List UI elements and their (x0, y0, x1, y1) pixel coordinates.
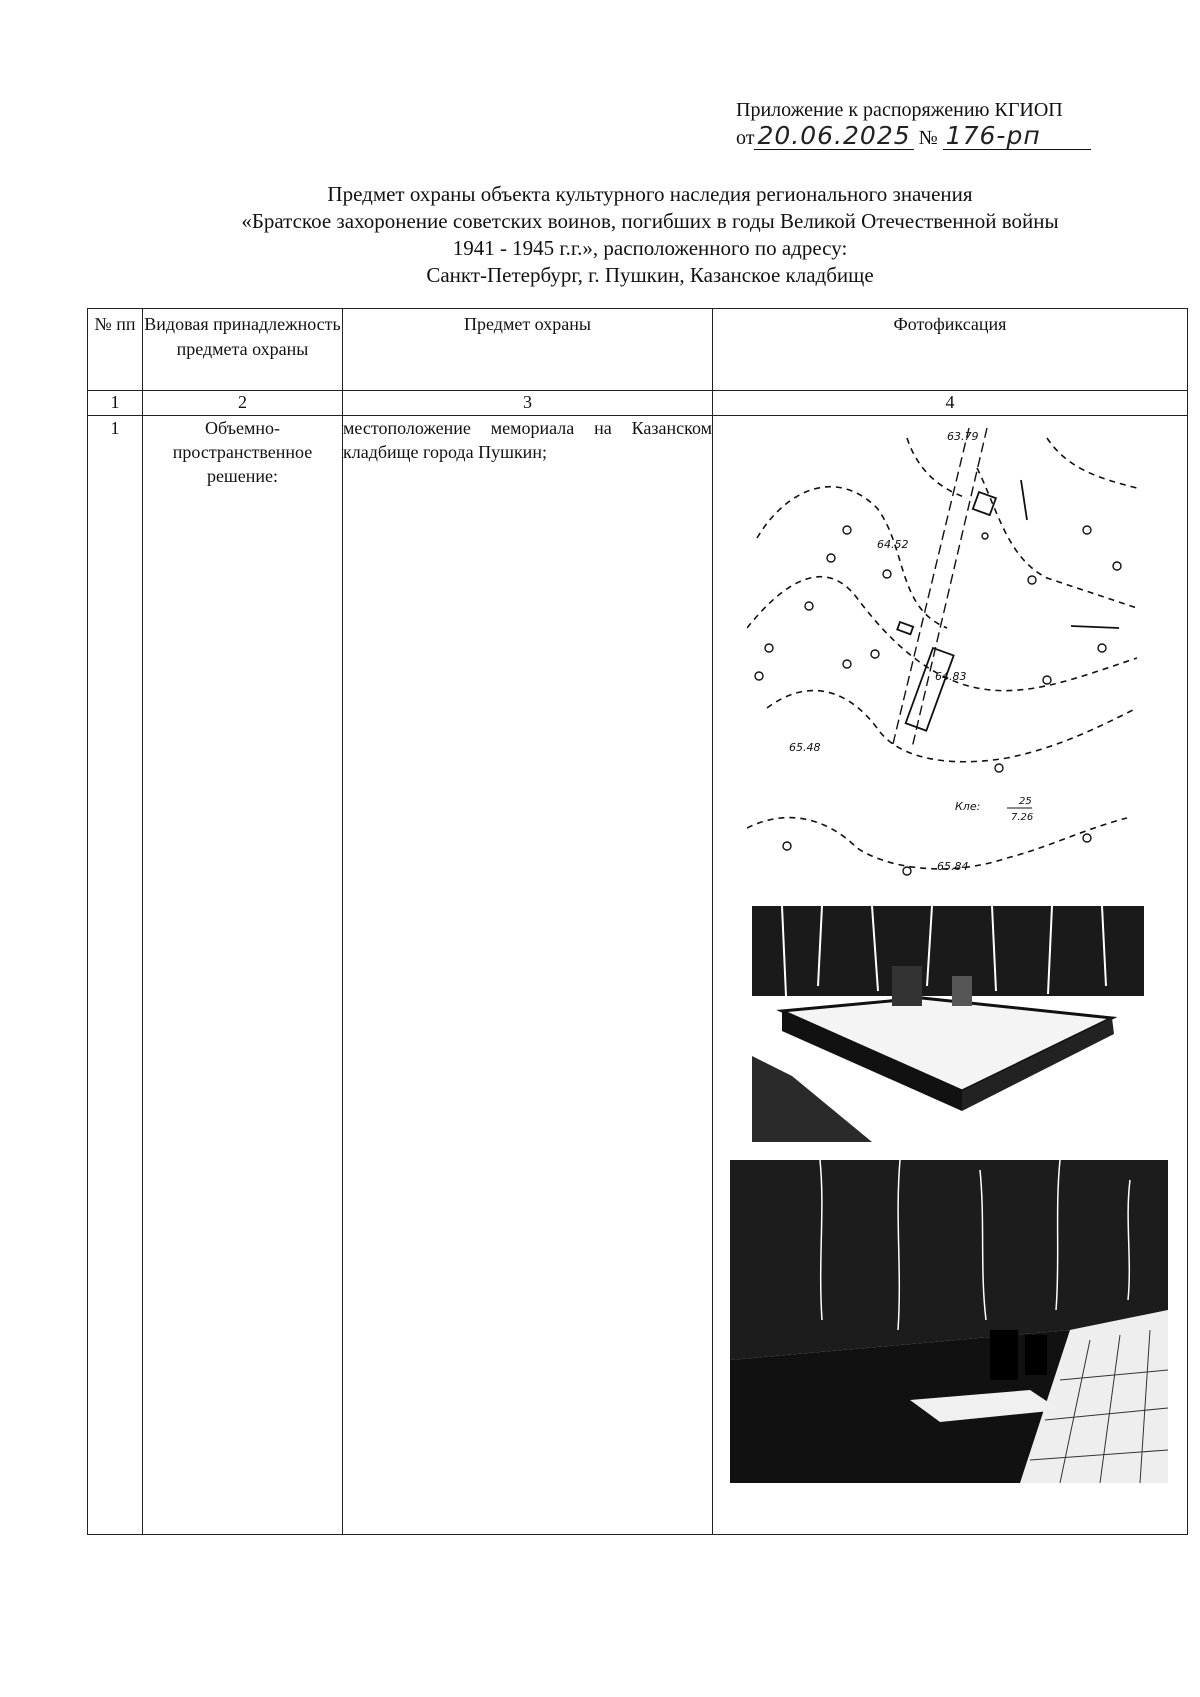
map-label: 64.52 (877, 538, 909, 551)
row-subject: местоположение мемориала на Казанском кладбище города Пушкин; (343, 416, 713, 1535)
col-header-type: Видовая принадлежность предмета охраны (143, 309, 343, 391)
row-type: Объемно-пространственное решение: (143, 416, 343, 1535)
col-header-number: № пп (88, 309, 143, 391)
appendix-header (736, 97, 1136, 155)
order-number: 176-рп (943, 123, 1091, 150)
memorial-photo-2-image (730, 1160, 1168, 1483)
map-label: 7.26 (1011, 812, 1034, 823)
title-line-1: Предмет охраны объекта культурного наследия регионального значения (327, 182, 973, 206)
memorial-photo-1 (752, 906, 1144, 1142)
col-number-1: 1 (88, 391, 143, 416)
order-date-number (736, 123, 1136, 155)
appendix-title: Приложение к распоряжению КГИОП (736, 99, 1063, 121)
row-number: 1 (88, 416, 143, 1535)
col-number-3: 3 (343, 391, 713, 416)
document-title (90, 181, 1200, 289)
title-line-3: 1941 - 1945 г.г.», расположенного по адресу: (452, 236, 848, 260)
map-label: Кле: (955, 800, 981, 813)
order-date: 20.06.2025 (754, 123, 913, 150)
column-number-row (88, 391, 1188, 416)
title-line-2: «Братское захоронение советских воинов, погибших в годы Великой Отечественной войны (241, 209, 1059, 233)
map-label: 64.83 (935, 670, 967, 683)
from-prefix: от (736, 127, 755, 149)
memorial-photo-2 (730, 1160, 1168, 1483)
memorial-photo-1-image (752, 906, 1144, 1142)
col-header-photo: Фотофиксация (713, 309, 1188, 391)
map-label: 63.79 (947, 430, 979, 443)
col-number-4: 4 (713, 391, 1188, 416)
col-number-2: 2 (143, 391, 343, 416)
site-plan-drawing (747, 428, 1137, 888)
title-line-4: Санкт-Петербург, г. Пушкин, Казанское кладбище (426, 263, 874, 287)
number-prefix: № (918, 127, 938, 149)
site-plan-map (747, 428, 1137, 888)
map-label: 25 (1019, 796, 1032, 807)
map-label: 65.48 (789, 741, 821, 754)
table-header-row (88, 309, 1188, 391)
col-header-subject: Предмет охраны (343, 309, 713, 391)
map-label: 65.84 (937, 860, 969, 873)
